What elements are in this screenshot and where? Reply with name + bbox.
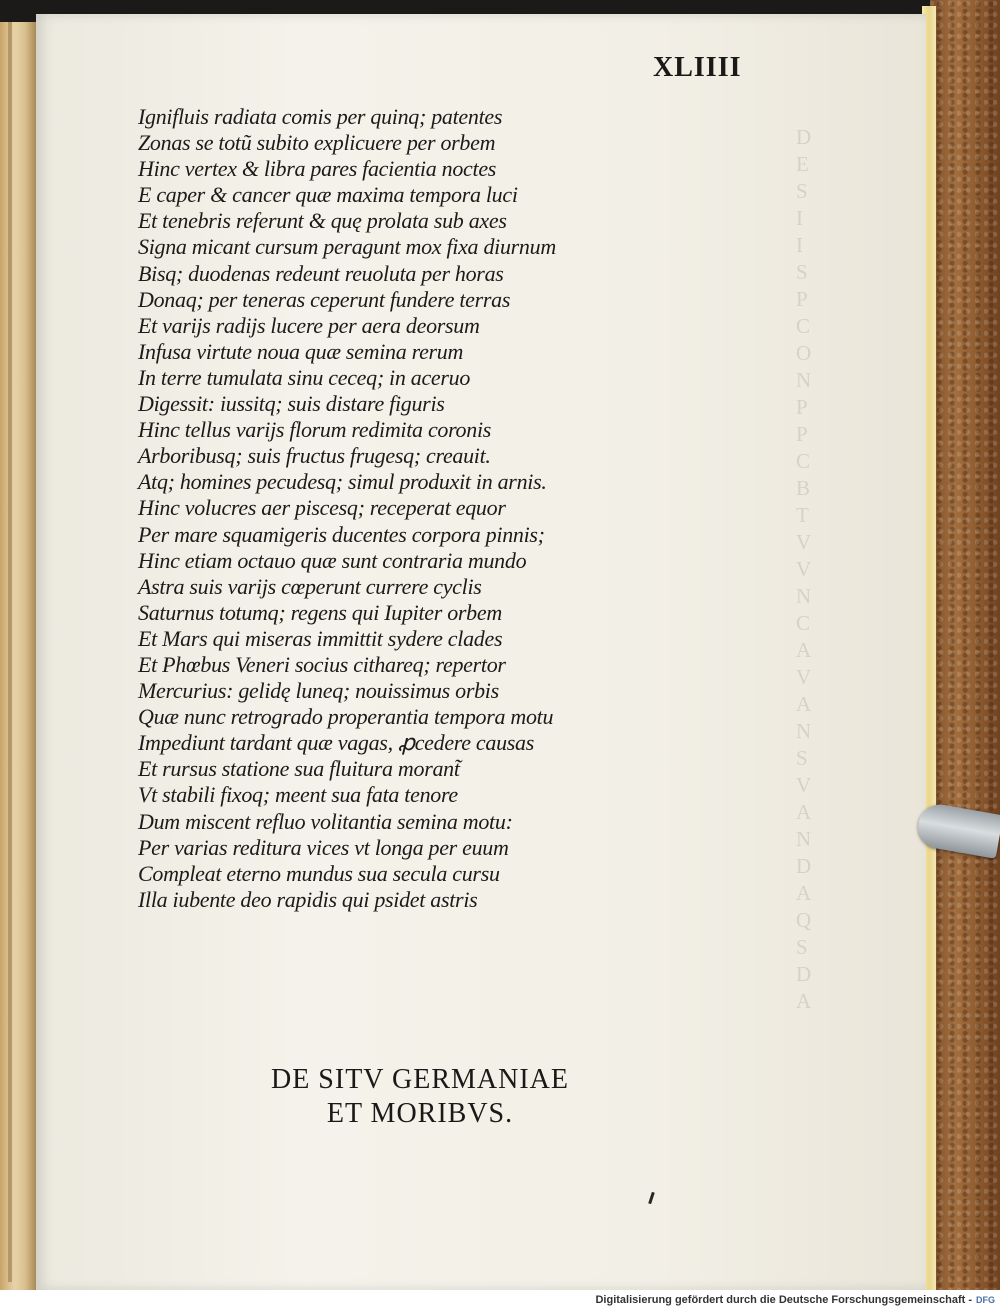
funding-credit: Digitalisierung gefördert durch die Deutsche Forschungsgemeinschaft - [595,1294,972,1306]
verse-line: Infusa virtute noua quæ semina rerum [138,338,464,364]
verse-line: Per mare squamigeris ducentes corpora pinnis; [138,521,545,547]
left-page-edge [0,22,36,1290]
verse-line: Saturnus totumq; regens qui Iupiter orbem [138,599,502,625]
verse-line: Et Phœbus Veneri socius cithareq; repertor [138,651,506,677]
verse-line: Hinc tellus varijs florum redimita coronis [138,417,492,443]
verse-line: Atq; homines pecudesq; simul produxit in arnis. [138,469,547,495]
verse-line: In terre tumulata sinu ceceq; in aceruo [138,364,471,390]
verse-line: Hinc volucres aer piscesq; receperat equor [138,495,506,521]
verse-line: Bisq; duodenas redeunt reuoluta per horas [138,260,504,286]
verse-line: Astra suis varijs cœperunt currere cyclis [138,573,482,599]
verse-line: Compleat eterno mundus sua secula cursu [138,860,500,886]
verse-line: Hinc etiam octauo quæ sunt contraria mundo [138,547,527,573]
verse-line: Zonas se totũ subito explicuere per orbem [138,130,496,156]
verse-line: Arboribusq; suis fructus frugesq; creauit. [138,443,491,469]
verse-line: Illa iubente deo rapidis qui psidet astris [138,886,478,912]
verse-line: Dum miscent refluo volitantia semina motu: [138,808,513,834]
verse-line: Quæ nunc retrogrado properantia tempora motu [138,704,554,730]
verse-line: Digessit: iussitq; suis distare figuris [138,391,445,417]
left-page-fold [8,22,12,1282]
verse-line: Hinc vertex & libra pares facientia noctes [138,156,497,182]
verse-line: Et rursus statione sua fluitura morant̃ [138,756,460,782]
dfg-logo: DFG [976,1295,995,1305]
verse-line: Et Mars qui miseras immittit sydere clades [138,625,503,651]
verse-line: E caper & cancer quæ maxima tempora luci [138,182,518,208]
verse-line: Donaq; per teneras ceperunt fundere terras [138,286,511,312]
verse-line: Et varijs radijs lucere per aera deorsum [138,312,480,338]
verse-line: Impediunt tardant quæ vagas, ꝓcedere causas [138,730,535,756]
verse-line: Signa micant cursum peragunt mox fixa diurnum [138,234,556,260]
footer-bar [0,1290,1000,1311]
verse-line: Et tenebris referunt & quę prolata sub axes [138,208,507,234]
verse-list [138,104,738,913]
show-through-text: D E S I I S P C O N P P C B T V V N C A V A N S V A N D A Q S D A [796,125,812,1013]
section-heading-line-1: DE SITV GERMANIAE [270,1064,570,1095]
verse-line: Vt stabili fixoq; meent sua fata tenore [138,782,458,808]
folio-number: XLIIII [653,52,742,83]
verse-line: Ignifluis radiata comis per quinq; patentes [138,104,503,129]
verse-line: Mercurius: gelidę luneq; nouissimus orbis [138,678,499,704]
verse-line: Per varias reditura vices vt longa per euum [138,834,509,860]
section-heading-line-2: ET MORIBVS. [326,1098,514,1129]
